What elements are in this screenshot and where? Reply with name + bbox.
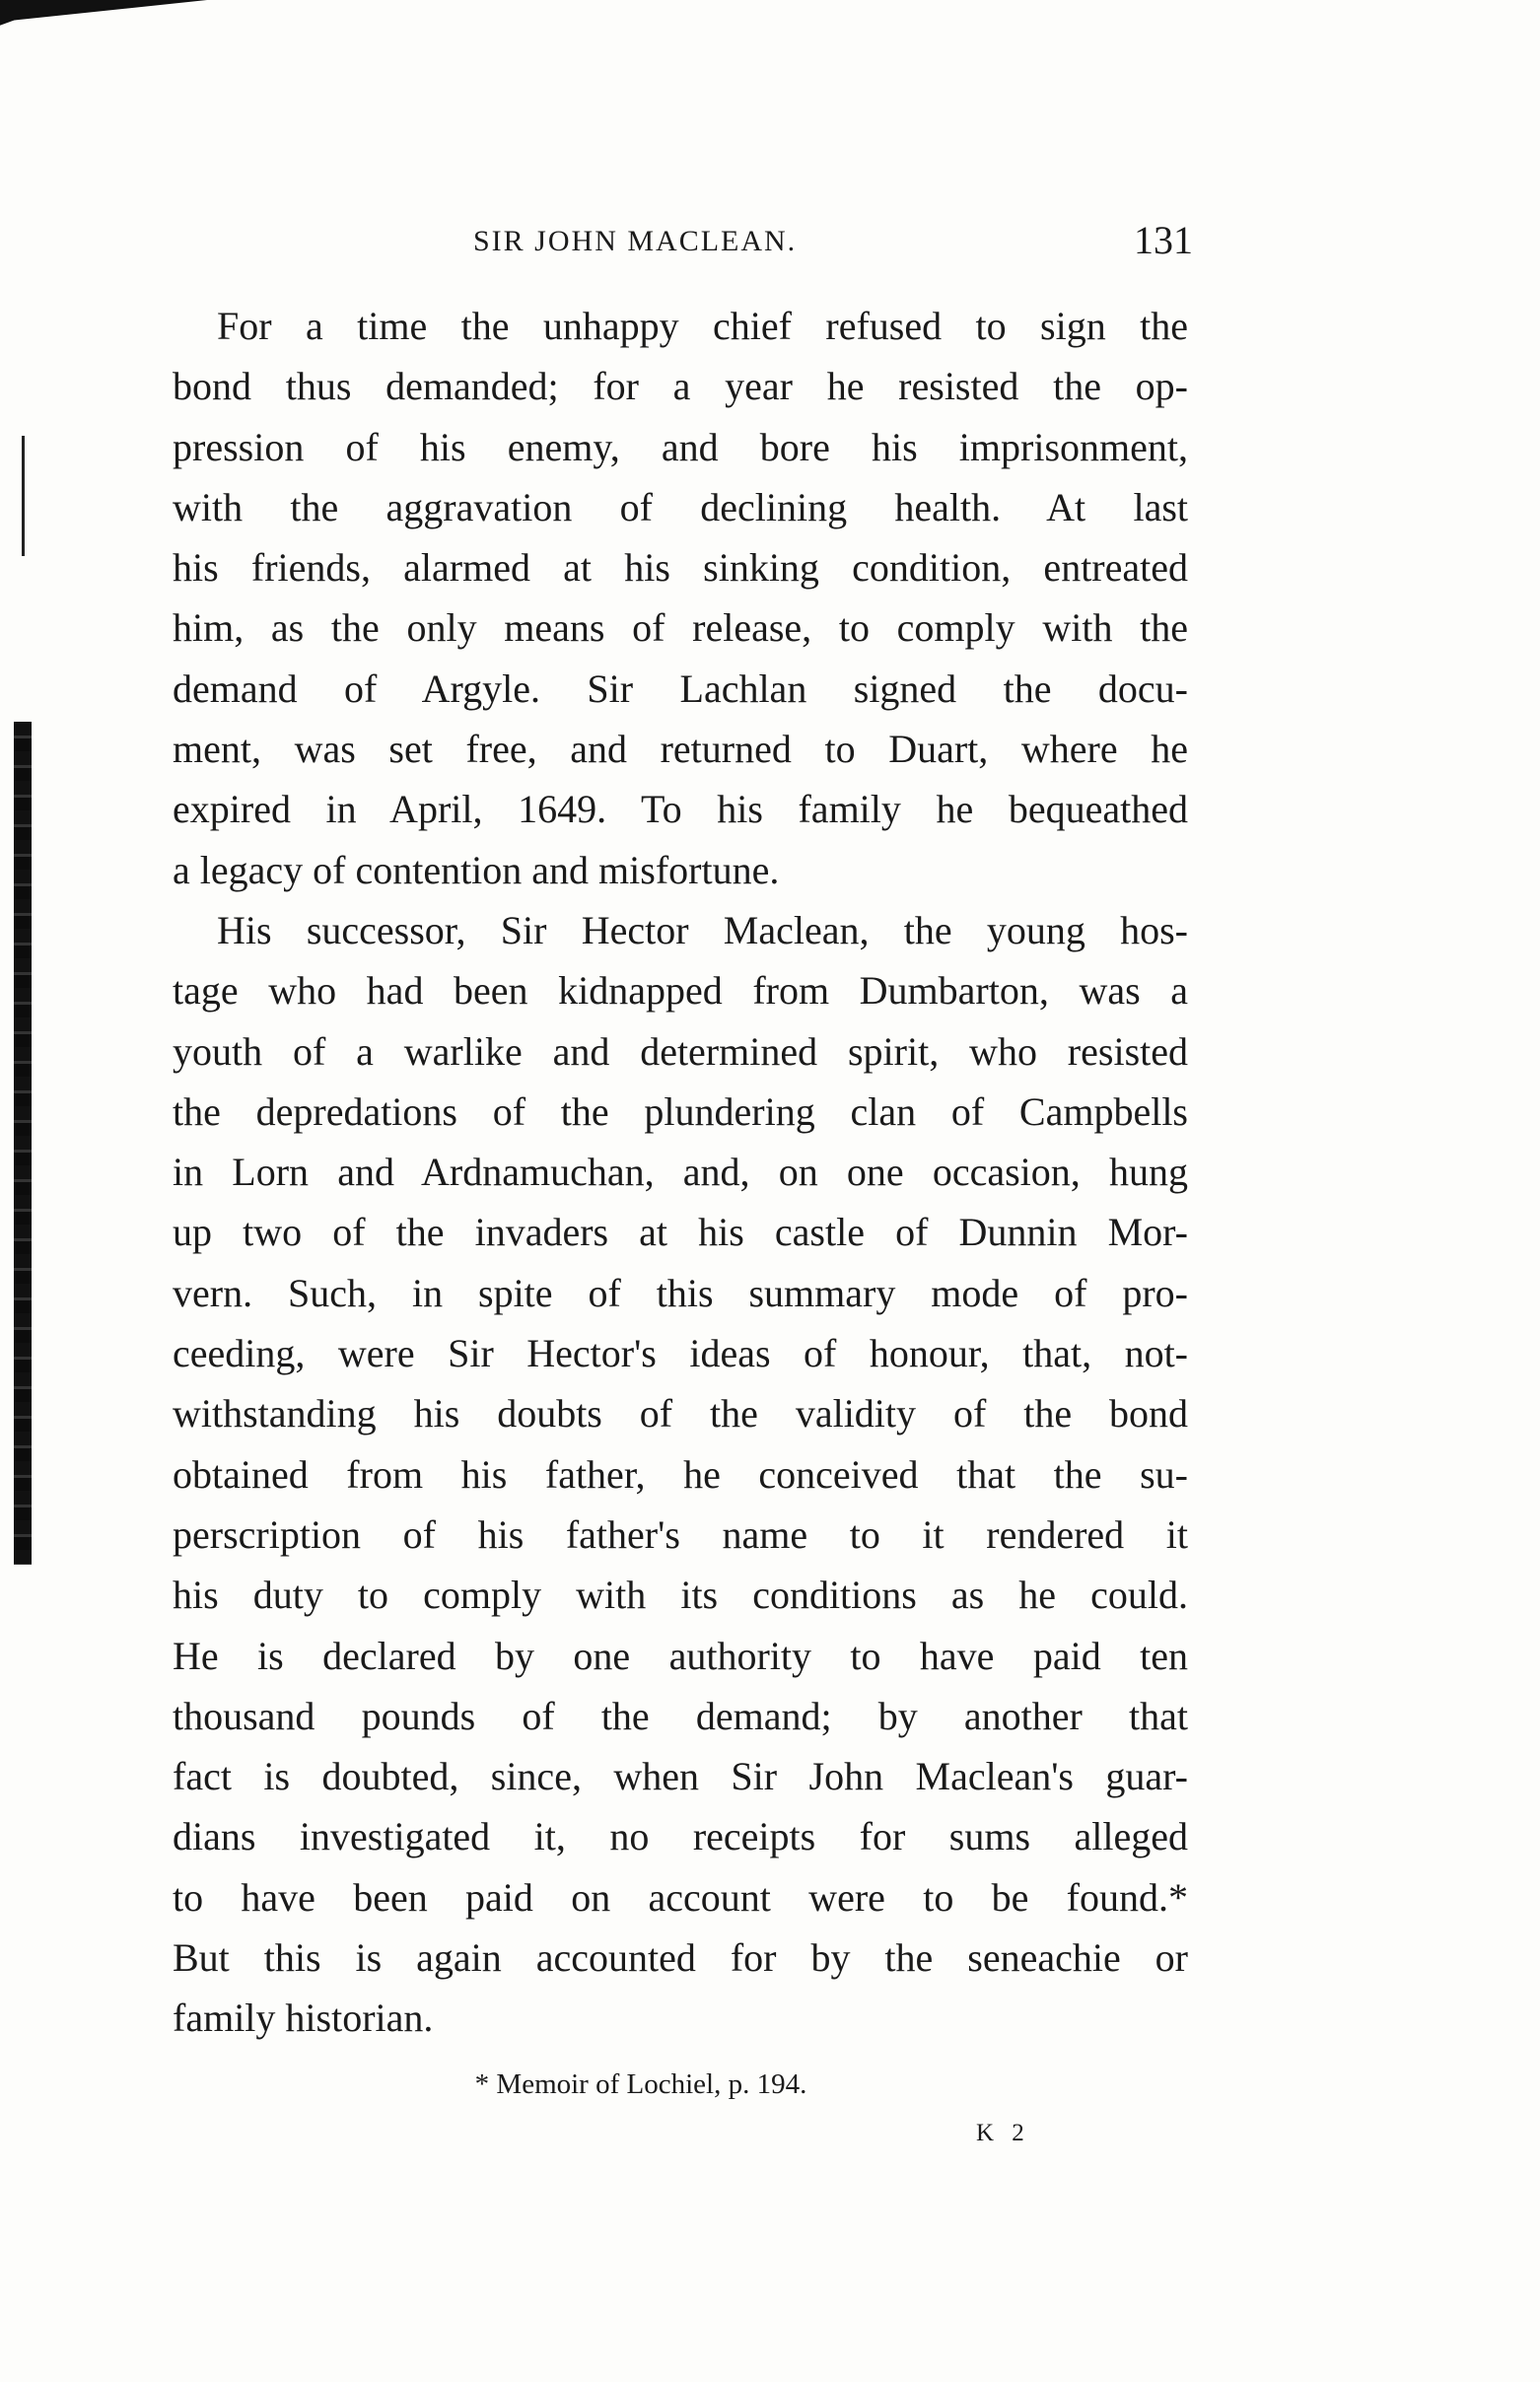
text-line: vern. Such, in spite of this summary mode of pro- (173, 1270, 1188, 1315)
text-line: up two of the invaders at his castle of Dunnin Mor- (173, 1210, 1188, 1255)
text-line: fact is doubted, since, when Sir John Maclean's guar- (173, 1754, 1188, 1799)
text-line: expired in April, 1649. To his family he bequeathed (173, 787, 1188, 832)
text-line: ment, was set free, and returned to Duart, where he (173, 727, 1188, 772)
text-line: But this is again accounted for by the seneachie or (173, 1935, 1188, 1981)
text-line: obtained from his father, he conceived that the su- (173, 1451, 1188, 1497)
signature-mark: K 2 (976, 2120, 1030, 2146)
text-line: bond thus demanded; for a year he resisted the op- (173, 364, 1188, 409)
text-line: For a time the unhappy chief refused to sign the (217, 304, 1188, 348)
text-line: youth of a warlike and determined spirit, who resisted (173, 1028, 1188, 1074)
text-line: He is declared by one authority to have paid ten (173, 1633, 1188, 1678)
scan-margin-mark (22, 436, 25, 556)
text-line: his duty to comply with its conditions as he could. (173, 1573, 1188, 1618)
text-line: tage who had been kidnapped from Dumbarton, was a (173, 968, 1188, 1014)
footnote: * Memoir of Lochiel, p. 194. (474, 2068, 807, 2100)
text-line: a legacy of contention and misfortune. (173, 847, 780, 892)
scan-binding-shadow (14, 722, 32, 1565)
text-line: in Lorn and Ardnamuchan, and, on one occasion, hung (173, 1150, 1188, 1195)
text-line: pression of his enemy, and bore his imprisonment, (173, 424, 1188, 469)
page-header (473, 217, 1193, 266)
paragraph (173, 900, 1188, 2049)
text-line: family historian. (173, 1996, 434, 2041)
text-line: His successor, Sir Hector Maclean, the young hos- (217, 907, 1188, 952)
text-line: his friends, alarmed at his sinking condition, entreated (173, 545, 1188, 591)
text-line: perscription of his father's name to it rendered it (173, 1511, 1188, 1557)
body-text (173, 296, 1188, 2049)
running-title: SIR JOHN MACLEAN. (473, 225, 798, 257)
text-line: thousand pounds of the demand; by another that (173, 1693, 1188, 1738)
paragraph (173, 296, 1188, 900)
text-line: the depredations of the plundering clan of Campbells (173, 1088, 1188, 1134)
text-line: dians investigated it, no receipts for sums alleged (173, 1814, 1188, 1859)
text-line: ceeding, were Sir Hector's ideas of honour, that, not- (173, 1331, 1188, 1376)
text-line: withstanding his doubts of the validity of the bond (173, 1391, 1188, 1436)
page-number: 131 (1134, 218, 1193, 262)
text-line: to have been paid on account were to be found.* (173, 1874, 1188, 1920)
text-line: with the aggravation of declining health. At last (173, 484, 1188, 529)
text-line: demand of Argyle. Sir Lachlan signed the docu- (173, 666, 1188, 711)
scan-edge-artifact (0, 0, 39, 41)
text-line: him, as the only means of release, to comply with the (173, 605, 1188, 651)
